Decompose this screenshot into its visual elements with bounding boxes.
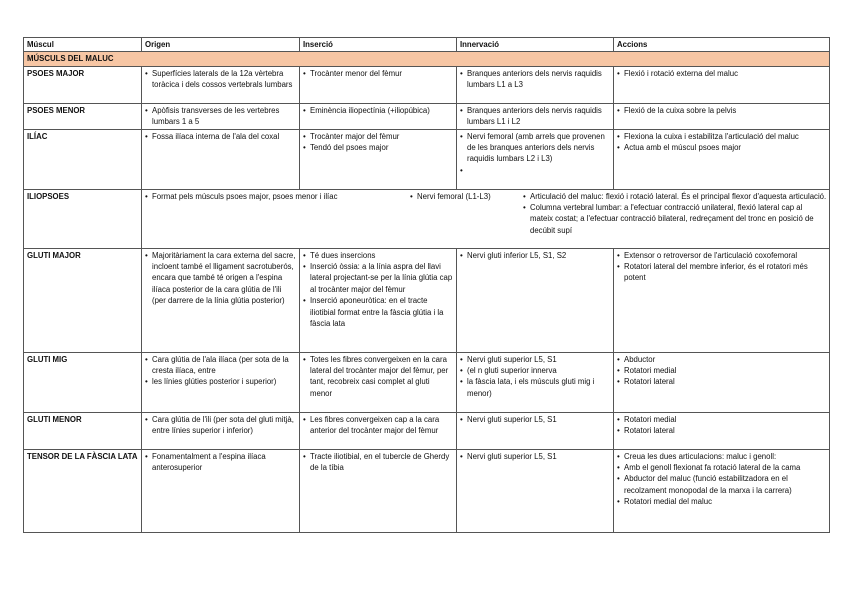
list-item: • Nervi femoral (L1-L3) (410, 191, 517, 202)
bullet-list (617, 105, 826, 116)
document-page (23, 37, 829, 533)
origin-cell (142, 190, 407, 248)
bullet-list (303, 131, 453, 154)
list-item: • Rotatori medial del maluc (617, 496, 826, 507)
list-item: • Rotatori lateral (617, 376, 826, 387)
bullet-list (460, 354, 610, 400)
muscle-name: ILIOPSOES (24, 189, 142, 248)
list-item: • Apòfisis transverses de les vertebres lumbars 1 a 5 (145, 105, 296, 128)
list-item: • Nervi gluti superior L5, S1 (460, 354, 610, 365)
bullet-list (303, 451, 453, 474)
bullet-list (303, 105, 453, 116)
muscle-name: PSOES MENOR (24, 103, 142, 129)
list-item: • Eminència iliopectínia (+iliopúbica) (303, 105, 453, 116)
muscle-name: TENSOR DE LA FÀSCIA LATA (24, 449, 142, 532)
bullet-list (460, 451, 610, 462)
insertion-cell (300, 129, 457, 189)
merged-cell (142, 189, 830, 248)
list-item: • Nervi gluti inferior L5, S1, S2 (460, 250, 610, 261)
bullet-list (145, 105, 296, 128)
insertion-cell (300, 248, 457, 352)
table-row (24, 66, 830, 103)
bullet-list (617, 451, 826, 508)
insertion-cell (300, 449, 457, 532)
list-item: • Articulació del maluc: flexió i rotació lateral. És el principal flexor d'aquesta articulació. (523, 191, 827, 202)
list-item: • la fàscia lata, i els músculs gluti mig i menor) (460, 376, 610, 399)
list-item: • Extensor o retroversor de l'articulació coxofemoral (617, 250, 826, 261)
list-item: • Trocànter menor del fèmur (303, 68, 453, 79)
list-item: • Creua les dues articulacions: maluc i genoll: (617, 451, 826, 462)
hip-muscles-table (23, 37, 830, 533)
list-item: • Totes les fibres convergeixen en la cara lateral del trocànter major del fèmur, per tant, recobreix casi complet al gluti menor (303, 354, 453, 400)
header-row (24, 38, 830, 52)
list-item: • Cara glútia de l'ala ilíaca (per sota de la cresta ilíaca, entre (145, 354, 296, 377)
list-item: • Flexiona la cuixa i estabilitza l'articulació del maluc (617, 131, 826, 142)
section-row (24, 52, 830, 66)
list-item: • Abductor (617, 354, 826, 365)
actions-cell (614, 129, 830, 189)
origin-cell (142, 248, 300, 352)
list-item: • Fonamentalment a l'espina ilíaca anterosuperior (145, 451, 296, 474)
bullet-list (303, 68, 453, 79)
bullet-list (145, 191, 404, 202)
list-item: • Fossa ilíaca interna de l'ala del coxal (145, 131, 296, 142)
list-item: • Les fibres convergeixen cap a la cara anterior del trocànter major del fèmur (303, 414, 453, 437)
list-item: • Inserció aponeuròtica: en el tracte iliotibial format entre la fàscia glútia i la fàscia lata (303, 295, 453, 329)
bullet-list (410, 191, 517, 202)
origin-cell (142, 352, 300, 412)
header-actions: Accions (614, 38, 830, 52)
innervation-cell (407, 190, 520, 248)
bullet-list (303, 414, 453, 437)
muscle-name: GLUTI MAJOR (24, 248, 142, 352)
bullet-list (145, 250, 296, 307)
innervation-cell (457, 103, 614, 129)
section-title: MÚSCULS DEL MALUC (24, 52, 830, 66)
list-item: • Columna vertebral lumbar: a l'efectuar contracció unilateral, flexió lateral cap al mateix costat; a l'efectuar contracció bilateral, redreçament del tronc en posició de decúbit supí (523, 202, 827, 236)
table-row (24, 352, 830, 412)
bullet-list (617, 250, 826, 284)
bullet-list (303, 354, 453, 400)
innervation-cell (457, 66, 614, 103)
header-origin: Origen (142, 38, 300, 52)
list-item: • Rotatori lateral del membre inferior, és el rotatori més potent (617, 261, 826, 284)
bullet-list (460, 414, 610, 425)
innervation-cell (457, 129, 614, 189)
actions-cell (614, 103, 830, 129)
muscle-name: GLUTI MIG (24, 352, 142, 412)
innervation-cell (457, 248, 614, 352)
bullet-list (523, 191, 827, 237)
list-item: • Branques anteriors dels nervis raquidis lumbars L1 i L2 (460, 105, 610, 128)
actions-cell (614, 352, 830, 412)
list-item: • Superfícies laterals de la 12a vèrtebra toràcica i dels cossos vertebrals lumbars (145, 68, 296, 91)
table-row (24, 449, 830, 532)
table-row (24, 103, 830, 129)
bullet-list (460, 131, 610, 165)
innervation-cell (457, 352, 614, 412)
list-item: • Nervi gluti superior L5, S1 (460, 414, 610, 425)
origin-cell (142, 103, 300, 129)
insertion-cell (300, 66, 457, 103)
list-item: • Flexió i rotació externa del maluc (617, 68, 826, 79)
actions-cell (614, 66, 830, 103)
list-item: • les línies glúties posterior i superior) (145, 376, 296, 387)
header-muscle: Múscul (24, 38, 142, 52)
bullet-list (617, 414, 826, 437)
origin-cell (142, 412, 300, 449)
bullet-list (303, 250, 453, 330)
table-row (24, 248, 830, 352)
list-item: • Branques anteriors dels nervis raquidis lumbars L1 a L3 (460, 68, 610, 91)
bullet-list (145, 68, 296, 91)
list-item: • Rotatori medial (617, 365, 826, 376)
list-item: • Flexió de la cuixa sobre la pelvis (617, 105, 826, 116)
list-item: • Amb el genoll flexionat fa rotació lateral de la cama (617, 462, 826, 473)
insertion-cell (300, 412, 457, 449)
list-item: • Majoritàriament la cara externa del sacre, incloent també el lligament sacrotuberós, encara que també té origen a l'espina ilíaca posterior de la cara glútia de l'ili (per darrere de la línia glútia posterior) (145, 250, 296, 307)
bullet-list (617, 354, 826, 388)
table-row (24, 189, 830, 248)
bullet-list (145, 451, 296, 474)
list-item: • Nervi femoral (amb arrels que provenen de les branques anteriors dels nervis raquidis lumbars L2 i L3) (460, 131, 610, 165)
header-insertion: Inserció (300, 38, 457, 52)
list-item: • Rotatori medial (617, 414, 826, 425)
origin-cell (142, 449, 300, 532)
list-item: • Tracte iliotibial, en el tubercle de Gherdy de la tíbia (303, 451, 453, 474)
list-item: • Actua amb el múscul psoes major (617, 142, 826, 153)
list-item: • Nervi gluti superior L5, S1 (460, 451, 610, 462)
muscle-name: GLUTI MENOR (24, 412, 142, 449)
table-row (24, 412, 830, 449)
list-item: • (el n gluti superior innerva (460, 365, 610, 376)
list-item: • Abductor del maluc (funció estabilitzadora en el recolzament monopodal de la marxa i la carrera) (617, 473, 826, 496)
header-innervation: Innervació (457, 38, 614, 52)
bullet-list (145, 354, 296, 388)
muscle-name: PSOES MAJOR (24, 66, 142, 103)
origin-cell (142, 66, 300, 103)
innervation-cell (457, 449, 614, 532)
iliopsoes-subrow (142, 190, 830, 248)
list-item: • Cara glútia de l'ili (per sota del gluti mitjà, entre línies superior i inferior) (145, 414, 296, 437)
list-item: • Tendó del psoes major (303, 142, 453, 153)
actions-cell (614, 449, 830, 532)
actions-cell (614, 412, 830, 449)
list-item: • Format pels músculs psoes major, psoes menor i ilíac (145, 191, 404, 202)
origin-cell (142, 129, 300, 189)
list-item: • Trocànter major del fèmur (303, 131, 453, 142)
insertion-cell (300, 103, 457, 129)
actions-cell (520, 190, 830, 248)
bullet-list (460, 68, 610, 91)
innervation-cell (457, 412, 614, 449)
insertion-cell (300, 352, 457, 412)
muscle-name: ILÍAC (24, 129, 142, 189)
list-item: • Té dues insercions (303, 250, 453, 261)
bullet-list (617, 131, 826, 154)
bullet-list (460, 250, 610, 261)
bullet-list (145, 414, 296, 437)
bullet-list (460, 105, 610, 128)
list-item: • Inserció òssia: a la línia aspra del llavi lateral projectant-se per la línia glútia cap al trocànter major del fèmur (303, 261, 453, 295)
bullet-list (145, 131, 296, 142)
table-row (24, 129, 830, 189)
actions-cell (614, 248, 830, 352)
list-item: • Rotatori lateral (617, 425, 826, 436)
bullet-list (617, 68, 826, 79)
